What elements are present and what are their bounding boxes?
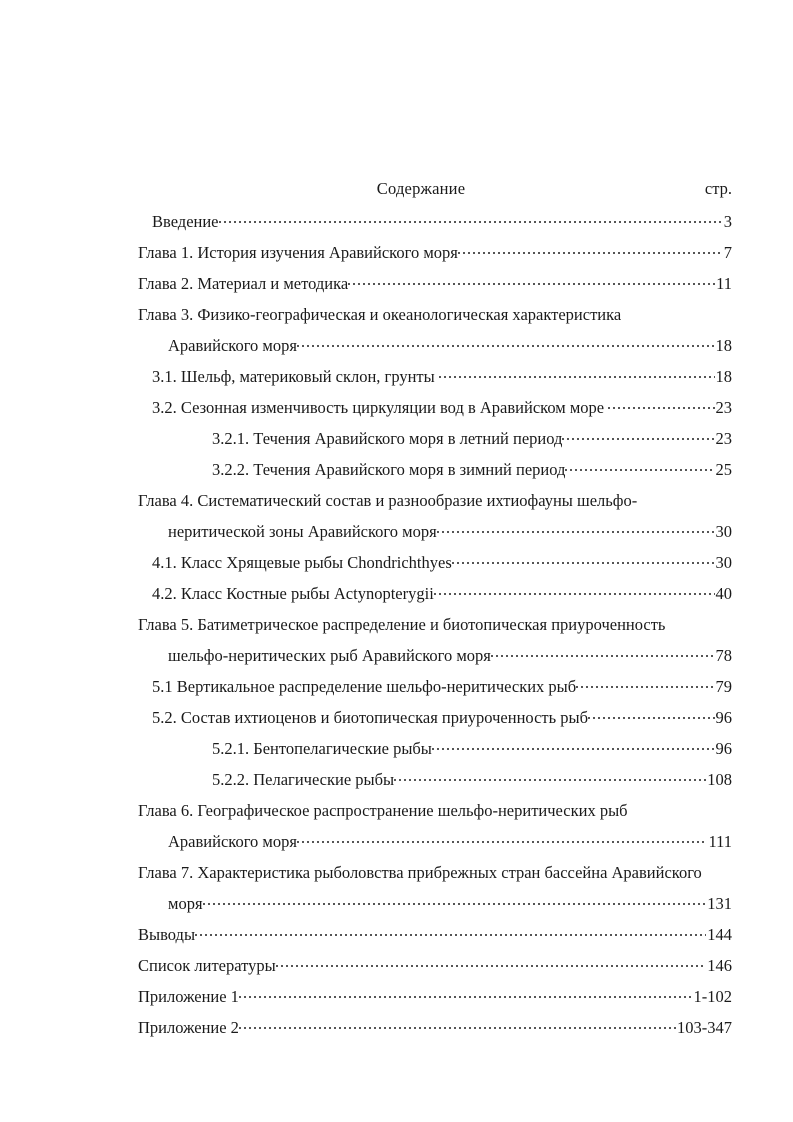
toc-entry[interactable] [138, 268, 732, 299]
toc-entry[interactable] [138, 423, 732, 454]
toc-dot-leader [702, 862, 731, 879]
toc-dot-leader [219, 211, 723, 228]
toc-entry-label: неритической зоны Аравийского моря [168, 522, 437, 541]
toc-dot-leader [276, 955, 707, 972]
toc-entry-page-number: 7 [723, 243, 732, 262]
toc-entry[interactable] [138, 702, 732, 733]
toc-entry[interactable] [138, 485, 732, 516]
toc-entry-label: Глава 1. История изучения Аравийского моря [138, 243, 458, 262]
toc-dot-leader [437, 521, 715, 538]
toc-entry[interactable] [138, 764, 732, 795]
toc-dot-leader [394, 769, 706, 786]
toc-entry-page-number: 146 [707, 956, 732, 975]
toc-entry-page-number: 79 [715, 677, 732, 696]
toc-dot-leader [608, 397, 714, 414]
table-of-contents-list [138, 206, 732, 1043]
toc-entry-page-number: 23 [715, 398, 732, 417]
toc-entry-page-number: 111 [708, 832, 732, 851]
toc-dot-leader [628, 800, 731, 817]
toc-dot-leader [434, 583, 715, 600]
toc-dot-leader [195, 924, 706, 941]
toc-entry-label: 3.1. Шельф, материковый склон, грунты [152, 367, 435, 386]
toc-entry-label: 5.2.1. Бентопелагические рыбы [212, 739, 432, 758]
toc-entry[interactable] [138, 299, 732, 330]
toc-entry-label: 5.2. Состав ихтиоценов и биотопическая приуроченность рыб [152, 708, 588, 727]
toc-entry[interactable] [138, 454, 732, 485]
toc-entry-page-number: 40 [715, 584, 732, 603]
toc-entry-page-number: 11 [716, 274, 732, 293]
toc-entry-label: 3.2.1. Течения Аравийского моря в летний период [212, 429, 563, 448]
toc-dot-leader [439, 366, 715, 383]
toc-entry-label: 4.1. Класс Хрящевые рыбы Chondrichthyes [152, 553, 452, 572]
toc-entry-label: шельфо-неритических рыб Аравийского моря [168, 646, 491, 665]
toc-dot-leader [348, 273, 715, 290]
toc-entry-page-number: 103-347 [677, 1018, 732, 1037]
toc-entry-label: 5.1 Вертикальное распределение шельфо-неритических рыб [152, 677, 577, 696]
toc-entry-page-number: 18 [715, 367, 732, 386]
toc-entry-page-number: 96 [715, 739, 732, 758]
toc-dot-leader [432, 738, 715, 755]
toc-entry-label: Глава 4. Систематический состав и разнообразие ихтиофауны шельфо- [138, 491, 638, 510]
toc-entry[interactable] [138, 609, 732, 640]
toc-entry-label: 3.2.2. Течения Аравийского моря в зимний период [212, 460, 566, 479]
toc-entry[interactable] [138, 888, 732, 919]
toc-dot-leader [297, 831, 708, 848]
toc-entry[interactable] [138, 330, 732, 361]
toc-entry-page-number: 78 [715, 646, 732, 665]
toc-entry-page-number: 30 [715, 553, 732, 572]
toc-entry-label: моря [168, 894, 203, 913]
toc-entry[interactable] [138, 206, 732, 237]
toc-entry[interactable] [138, 640, 732, 671]
toc-entry-label: Список литературы [138, 956, 276, 975]
toc-entry-page-number: 23 [715, 429, 732, 448]
toc-entry-label: Приложение 2 [138, 1018, 239, 1037]
toc-entry-label: 5.2.2. Пелагические рыбы [212, 770, 395, 789]
page-title: Содержание [376, 179, 466, 198]
toc-entry-page-number: 25 [715, 460, 732, 479]
toc-entry[interactable] [138, 392, 732, 423]
toc-dot-leader [562, 428, 714, 445]
toc-entry-label: 3.2. Сезонная изменчивость циркуляции вод в Аравийском море [152, 398, 605, 417]
toc-dot-leader [665, 614, 731, 631]
toc-entry-page-number: 3 [723, 212, 732, 231]
toc-dot-leader [565, 459, 714, 476]
toc-entry-page-number: 1-102 [693, 987, 732, 1006]
toc-entry-page-number: 108 [707, 770, 732, 789]
toc-entry[interactable] [138, 361, 732, 392]
toc-dot-leader [203, 893, 707, 910]
toc-entry[interactable] [138, 516, 732, 547]
toc-dot-leader [637, 490, 731, 507]
toc-entry-label: Глава 5. Батиметрическое распределение и биотопическая приуроченность [138, 615, 666, 634]
toc-entry-label: Глава 2. Материал и методика [138, 274, 349, 293]
toc-entry-label: Выводы [138, 925, 196, 944]
toc-dot-leader [239, 986, 693, 1003]
toc-entry-label: 4.2. Класс Костные рыбы Actynopterygii [152, 584, 434, 603]
toc-entry[interactable] [138, 733, 732, 764]
toc-entry[interactable] [138, 950, 732, 981]
toc-entry-label: Глава 7. Характеристика рыболовства прибрежных стран бассейна Аравийского [138, 863, 702, 882]
toc-dot-leader [458, 242, 723, 259]
toc-entry-label: Введение [152, 212, 219, 231]
toc-entry[interactable] [138, 919, 732, 950]
toc-entry[interactable] [138, 981, 732, 1012]
toc-entry-label: Глава 3. Физико-географическая и океанологическая характеристика [138, 305, 622, 324]
toc-dot-leader [491, 645, 715, 662]
toc-entry-label: Аравийского моря [168, 832, 297, 851]
toc-dot-leader [621, 304, 731, 321]
toc-entry-page-number: 96 [715, 708, 732, 727]
toc-dot-leader [239, 1017, 676, 1034]
toc-entry-page-number: 18 [715, 336, 732, 355]
toc-entry[interactable] [138, 857, 732, 888]
toc-entry-page-number: 144 [707, 925, 732, 944]
toc-header [138, 178, 732, 202]
toc-entry[interactable] [138, 578, 732, 609]
toc-entry-page-number: 30 [715, 522, 732, 541]
toc-dot-leader [588, 707, 715, 724]
toc-entry[interactable] [138, 1012, 732, 1043]
toc-entry[interactable] [138, 795, 732, 826]
toc-entry-label: Глава 6. Географическое распространение шельфо-неритических рыб [138, 801, 628, 820]
page-number-column-header: стр. [704, 179, 732, 198]
toc-entry[interactable] [138, 671, 732, 702]
toc-entry-label: Аравийского моря [168, 336, 297, 355]
toc-entry-page-number: 131 [707, 894, 732, 913]
toc-dot-leader [297, 335, 715, 352]
toc-entry[interactable] [138, 237, 732, 268]
toc-dot-leader [576, 676, 714, 693]
toc-dot-leader [452, 552, 715, 569]
toc-entry[interactable] [138, 547, 732, 578]
toc-entry[interactable] [138, 826, 732, 857]
toc-entry-label: Приложение 1 [138, 987, 239, 1006]
